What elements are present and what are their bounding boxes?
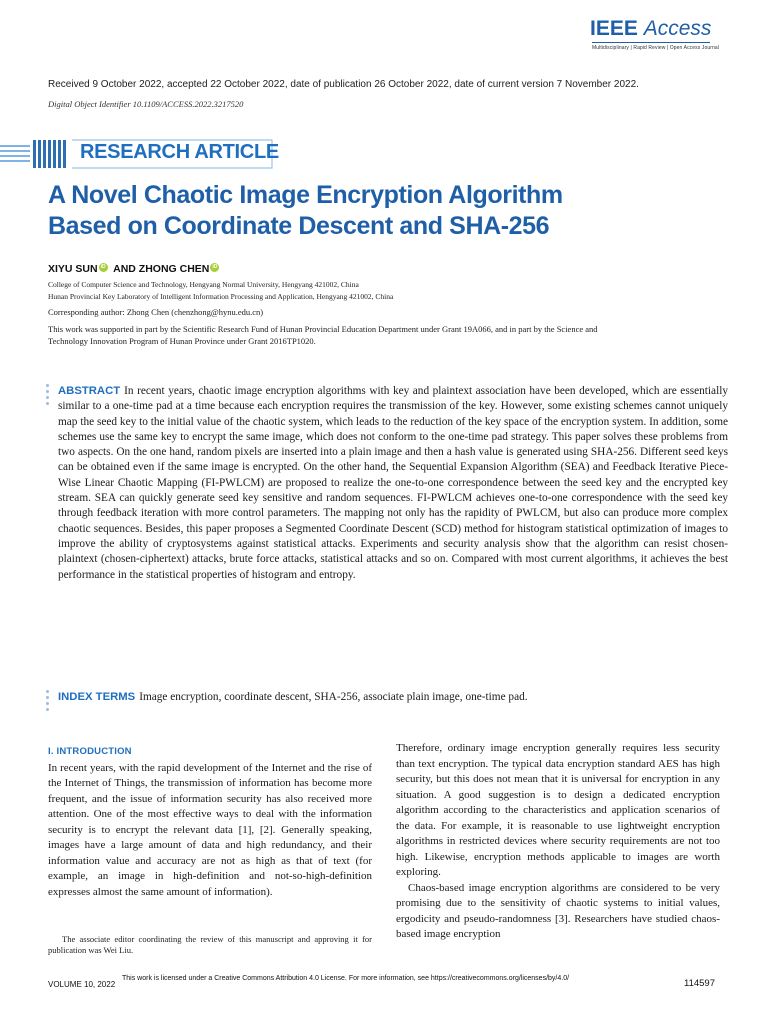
author-1: XIYU SUN [48,263,98,275]
page-number: 114597 [684,978,715,989]
orcid-icon[interactable]: iD [212,264,218,270]
index-terms-text: Image encryption, coordinate descent, SHA-256, associate plain image, one-time pad. [139,691,528,703]
intro-left-column [48,744,372,900]
author-2: AND ZHONG CHEN [113,263,210,275]
doi: Digital Object Identifier 10.1109/ACCESS.2022.3217520 [48,99,244,109]
abstract-text: In recent years, chaotic image encryption algorithms with key and plaintext association have been developed, which are essentially similar to a one-time pad at a time because each encryption requires the transmission of the key. However, some existing schemes cannot uniquely map the seed key to the initial value of the chaotic system, which leads to the reduction of the key space of the encryption system. In addition, some schemes use the same key to encrypt the same image, which does not conform to the one-time pad strategy. This paper solves these problems from two aspects. On the one hand, random pixels are inserted into a plain image and then a hash value is generated using SHA-256. Different seed keys can be obtained even if the same image is encrypted. On the other hand, the Sequential Expansion Algorithm (SEA) and Feedback Iterative Piece-Wise Linear Chaotic Mapping (FI-PWLCM) are proposed to realize the one-to-one correspondence between the seed key and the encrypted key stream. SEA can quickly generate seed key sensitive and random sequences. FI-PWLCM achieves one-to-one correspondence with the seed key through feedback iteration with more control parameters. The mapping not only has the rapidity of PWLCM, but also can produce more complex chaotic sequences. Besides, this paper proposes a Segmented Coordinate Descent (SCD) method for histogram statistical optimization of images to improve the ability of cryptosystems against statistical attacks. Experiments and security analysis show that the algorithm can resist chosen-plaintext (chosen-ciphertext) attacks, brute force attacks, statistical attacks and so on. Compared with most current algorithms, it achieves the best performance in the statistical properties of histogram and entropy. [58,385,728,581]
abstract [58,384,728,583]
footer-license: This work is licensed under a Creative Commons Attribution 4.0 License. For more information, see https://creativecommons.org/licenses/by/4.0/ [122,975,570,982]
journal-name-italic: Access [643,17,712,40]
intro-right-column [396,741,720,943]
received-dates: Received 9 October 2022, accepted 22 October 2022, date of publication 26 October 2022, date of current version 7 November 2022. [48,79,639,90]
author-list [48,263,222,275]
section-heading-introduction: I. INTRODUCTION [48,746,132,757]
affiliation-2: Hunan Provincial Key Laboratory of Intelligent Information Processing and Application, Hengyang 421002, China [48,292,394,301]
abstract-marker [44,384,52,408]
corresponding-author: Corresponding author: Zhong Chen (chenzhong@hynu.edu.cn) [48,307,264,317]
intro-paragraph-1: In recent years, with the rapid development of the Internet and the rise of the Internet of Things, the transmission of information has become more frequent, and the issue of information security has also received more attention. One of the most effective ways to deal with the information security is to encrypt the relevant data [1], [2]. Generally speaking, images have a large amount of data and high redundancy, and their information value and accuracy are not as high as that of text (for example, an image in high-definition and not-so-high-definition expresses almost the same amount of information). [48,761,372,898]
article-type-banner [0,136,280,172]
index-terms-marker [44,690,52,714]
intro-paragraph-3: Chaos-based image encryption algorithms are considered to be very promising due to the sensitivity of chaotic systems to initial values, ergodicity and pseudo-randomness [3]. Researchers have studied chaos-based image encryption [396,881,720,940]
paper-title: A Novel Chaotic Image Encryption Algorithm Based on Coordinate Descent and SHA-256 [48,181,563,240]
intro-paragraph-2: Therefore, ordinary image encryption generally requires less security than text encryption. The typical data encryption standard AES has high security, but this does not mean that it is universal for encryption in any situation. A good suggestion is to design a dedicated encryption algorithm according to the characteristics and application scenarios of the data. For example, it is reasonable to use lightweight encryption algorithms in restricted devices where security requirements are not too high. Likewise, encryption methods applicable to images are worth exploring. [396,742,720,878]
index-terms [58,690,728,705]
editor-footnote: The associate editor coordinating the review of this manuscript and approving it for publication was Wei Liu. [48,934,372,955]
index-terms-label: INDEX TERMS [58,691,136,703]
affiliation-1: College of Computer Science and Technology, Hengyang Normal University, Hengyang 421002, China [48,280,359,289]
footer-volume: VOLUME 10, 2022 [48,980,116,989]
journal-tagline: Multidisciplinary | Rapid Review | Open Access Journal [592,45,719,51]
abstract-label: ABSTRACT [58,385,121,397]
journal-name-bold: IEEE [590,17,638,40]
funding-statement: This work was supported in part by the Scientific Research Fund of Hunan Provincial Education Department under Grant 19A066, and in part by the Science and Technology Innovation Program of Hunan Province under Grant 2016TP1020. [48,324,598,346]
article-type-label: RESEARCH ARTICLE [80,141,279,163]
orcid-icon[interactable]: iD [100,264,106,270]
journal-logo [590,18,730,58]
